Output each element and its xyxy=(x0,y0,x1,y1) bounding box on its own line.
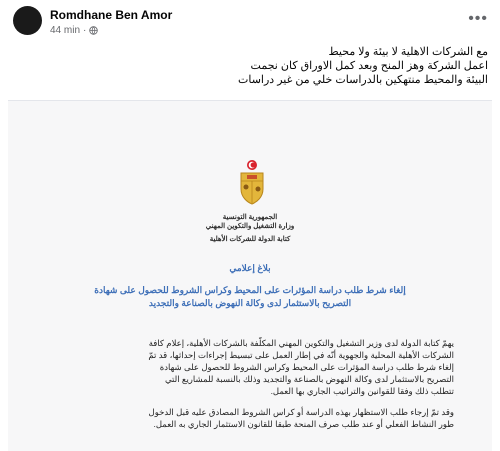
more-horizontal-icon[interactable]: ••• xyxy=(468,10,488,27)
paragraph-line: وقد تمّ إرجاء طلب الاستظهار بهذه الدراسة أو كراس الشروط المصادق عليه قبل الدخول xyxy=(148,407,454,417)
paragraph-line: التصريح بالاستثمار لدى وكالة النهوض بالصناعة والتجديد وذلك بالنسبة للمشاريع التي xyxy=(164,374,454,384)
author-name[interactable]: Romdhane Ben Amor xyxy=(50,8,173,22)
paragraph-line: تتطلب ذلك وفقا للقوانين والتراتيب الجاري بها العمل. xyxy=(270,386,454,396)
post-text-line: البيئة والمحيط منتهكين بالدراسات خلي من غير دراسات xyxy=(237,74,488,86)
ministry-header-line: وزارة التشغيل والتكوين المهني xyxy=(205,223,295,230)
post-text xyxy=(12,45,488,87)
paragraph-line: الشركات الأهلية المحلية والجهوية أنّه في إطار العمل على تبسيط إجراءات إحداثها، قد تمّ xyxy=(148,350,454,360)
document-heading-line: إلغاء شرط طلب دراسة المؤثرات على المحيط وكراس الشروط للحصول على شهادة xyxy=(94,285,406,295)
ministry-header-line: كتابة الدولة للشركات الأهلية xyxy=(209,236,291,243)
paragraph-line: إلغاء شرط طلب دراسة المؤثرات على المحيط وكراس الشروط للحصول على شهادة xyxy=(159,362,454,372)
avatar[interactable] xyxy=(13,6,42,35)
post-header xyxy=(0,0,500,40)
globe-icon xyxy=(89,26,98,35)
paragraph-line: طور النشاط الفعلي أو عند طلب صرف المنحة طبقا للقانون الاستثمار الجاري به العمل. xyxy=(153,419,454,429)
document-image[interactable] xyxy=(8,100,492,451)
ministry-header-line: الجمهورية التونسية xyxy=(222,214,278,221)
post-time[interactable]: 44 min xyxy=(50,25,81,36)
post-text-line: اعمل الشركة وهز المنح وبعد كمل الاوراق كان نجمت xyxy=(250,60,488,72)
meta-separator: · xyxy=(83,25,87,36)
tunisia-coat-of-arms-icon xyxy=(235,159,269,207)
post-text-line: مع الشركات الاهلية لا بيئة ولا محيط xyxy=(328,46,488,58)
post-meta xyxy=(50,25,98,36)
paragraph-line: يهمّ كتابة الدولة لدى وزير التشغيل والتكوين المهني المكلّفة بالشركات الأهلية، إعلام كافة xyxy=(148,338,454,348)
document-heading-line: التصريح بالاستثمار لدى وكالة النهوض بالصناعة والتجديد xyxy=(148,298,352,308)
announcement-title: بلاغ إعلامي xyxy=(229,263,271,273)
